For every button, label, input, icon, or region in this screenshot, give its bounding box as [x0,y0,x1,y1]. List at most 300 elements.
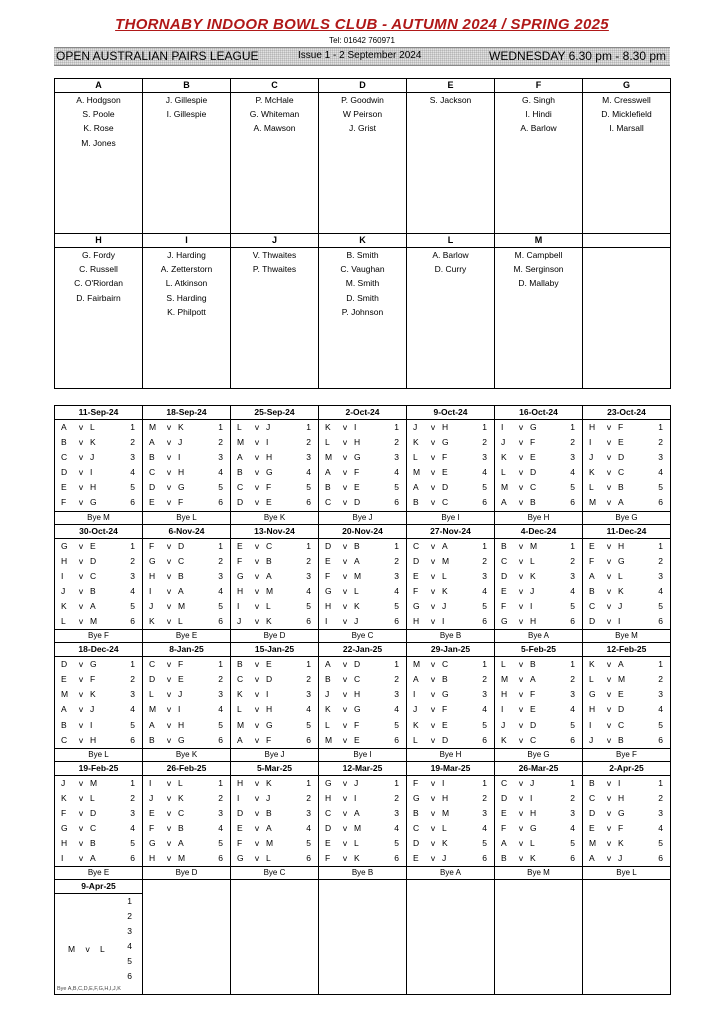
rink-number: 4 [130,467,135,478]
away-team: H [90,482,97,493]
home-team: K [589,659,595,670]
versus: v [342,555,348,566]
rink-number: 6 [570,616,575,627]
fixture-match [407,450,494,465]
versus: v [430,777,436,788]
away-team: I [618,616,621,627]
away-team: L [530,838,535,849]
bye-team: Bye L [143,511,230,524]
rink-number: 2 [570,674,575,685]
versus: v [78,600,84,611]
versus: v [518,734,524,745]
home-team: K [61,600,67,611]
home-team: A [325,659,331,670]
versus: v [606,570,612,581]
fixture-row [55,524,671,643]
fixture-match [143,806,230,821]
fixture-cell [231,406,319,525]
versus: v [518,838,524,849]
home-team: B [413,497,419,508]
rink-number: 4 [482,585,487,596]
rink-number: 4 [570,585,575,596]
fixture-match [143,851,230,866]
home-team: C [589,792,596,803]
fixture-match [583,495,670,510]
rink-number: 3 [394,807,399,818]
away-team: A [442,540,448,551]
versus: v [342,659,348,670]
versus: v [254,822,260,833]
fixture-match [407,776,494,791]
player-name: D. Smith [346,292,379,303]
bye-team: Bye C [319,629,406,642]
home-team: J [149,600,154,611]
player-name: P. Johnson [341,306,384,317]
versus: v [518,422,524,432]
rink-number: 2 [130,674,135,685]
rink-number: 6 [394,497,399,508]
fixture-match [319,687,406,702]
fixture-match [495,465,582,480]
fixture-match [495,776,582,791]
home-team: E [413,570,419,581]
home-team: F [589,555,595,566]
away-team: C [530,482,537,493]
rink-number: 6 [482,734,487,745]
versus: v [254,600,260,611]
home-team: A [61,422,67,432]
bye-team: Bye M [55,511,142,524]
fixture-match [55,450,142,465]
home-team: D [501,792,508,803]
rink-number: 2 [658,792,663,803]
fixture-cell [495,643,583,762]
fixture-date: 27-Nov-24 [407,525,494,539]
away-team: A [178,838,184,849]
fixture-match [231,450,318,465]
away-team: M [354,570,362,581]
rink-number: 2 [218,674,223,685]
home-team: H [589,422,596,432]
fixture-match [407,435,494,450]
home-team: M [589,497,597,508]
player-name: A. Barlow [520,123,557,134]
fixture-match [319,657,406,672]
versus: v [430,452,436,463]
away-team: I [442,777,445,788]
versus: v [606,467,612,478]
fixture-match [407,851,494,866]
rink-number: 5 [570,719,575,730]
fixture-match [495,821,582,836]
rink-number: 2 [306,674,311,685]
home-team: A [413,674,419,685]
versus: v [166,585,172,596]
away-team: C [90,570,97,581]
versus: v [166,734,172,745]
rink-number: 5 [306,838,311,849]
home-team: J [413,704,418,715]
fixture-match [55,806,142,821]
fixture-match [407,657,494,672]
rink-number: 4 [127,941,132,952]
away-team: E [90,540,96,551]
home-team: J [325,689,330,700]
fixture-date: 11-Dec-24 [583,525,670,539]
rink-number: 5 [306,600,311,611]
away-team: K [90,437,96,448]
rink-number: 2 [218,555,223,566]
rink-number: 2 [130,792,135,803]
rink-number: 1 [306,659,311,670]
fixture-match [495,806,582,821]
bye-team: Bye J [231,748,318,761]
player-name: J. Harding [167,250,206,260]
rink-number: 4 [658,822,663,833]
home-team: I [237,600,240,611]
home-team: C [237,482,244,493]
team-players [319,93,407,234]
versus: v [342,452,348,463]
fixture-cell [143,643,231,762]
fixture-match [143,702,230,717]
rink-number: 1 [218,540,223,551]
rink-number: 4 [130,704,135,715]
home-team: B [149,734,155,745]
bye-team: Bye C [231,866,318,879]
fixture-match [407,672,494,687]
home-team: C [501,777,508,788]
home-team: E [501,807,507,818]
home-team: B [61,437,67,448]
player-name: D. Micklefield [601,109,652,120]
fixture-match [495,480,582,495]
home-team: C [237,674,244,685]
fixture-cell [319,761,407,880]
fixture-match [55,569,142,584]
home-team: L [589,674,594,685]
versus: v [430,540,436,551]
away-team: M [530,540,538,551]
away-team: I [530,600,533,611]
home-team: L [413,452,418,463]
rink-number: 5 [130,838,135,849]
home-team: G [501,616,508,627]
fixture-cell [495,524,583,643]
fixture-date: 2-Apr-25 [583,762,670,776]
home-team: E [149,807,155,818]
fixture-cell [143,524,231,643]
rink-number: 2 [658,437,663,448]
rink-number: 5 [218,482,223,493]
home-team: B [589,585,595,596]
versus: v [166,467,172,478]
home-team: L [325,719,330,730]
versus: v [518,689,524,700]
fixture-date: 25-Sep-24 [231,406,318,420]
fixture-match [55,851,142,866]
away-team: J [178,437,183,448]
home-team: M [413,467,421,478]
versus: v [166,792,172,803]
versus: v [342,822,348,833]
home-team: K [325,704,331,715]
teams-table [54,78,671,389]
rink-number: 5 [130,600,135,611]
away-team: F [266,482,272,493]
versus: v [254,497,260,508]
bye-team: Bye F [583,748,670,761]
fixture-match [143,495,230,510]
versus: v [78,555,84,566]
rink-number: 5 [394,482,399,493]
away-team: I [178,452,181,463]
fixture-match [55,465,142,480]
versus: v [166,452,172,463]
fixture-match [143,687,230,702]
bye-team: Bye A,B,C,D,E,F,G,H,I,J,K [57,986,121,993]
rink-number: 1 [130,777,135,788]
home-team: K [61,792,67,803]
fixture-date: 16-Oct-24 [495,406,582,420]
away-team: G [530,822,537,833]
versus: v [606,555,612,566]
away-team: I [90,467,93,478]
home-team: F [325,853,331,864]
fixture-match [319,702,406,717]
away-team: B [266,555,272,566]
away-team: H [618,540,625,551]
away-team: M [266,838,274,849]
home-team: D [149,674,156,685]
home-team: B [237,659,243,670]
versus: v [254,838,260,849]
versus: v [254,616,260,627]
player-name: G. Whiteman [249,109,300,120]
home-team: F [325,570,331,581]
away-team: F [530,437,536,448]
fixture-match [583,672,670,687]
fixture-match [319,733,406,748]
fixture-date: 30-Oct-24 [55,525,142,539]
versus: v [254,422,260,432]
home-team: H [61,555,68,566]
rink-number: 3 [658,570,663,581]
home-team: H [413,616,420,627]
home-team: M [501,482,509,493]
versus: v [166,838,172,849]
versus: v [166,674,172,685]
versus: v [254,792,260,803]
home-team: H [237,777,244,788]
versus: v [254,482,260,493]
versus: v [606,659,612,670]
versus: v [78,497,84,508]
rink-number: 4 [130,585,135,596]
versus: v [78,822,84,833]
versus: v [78,719,84,730]
versus: v [78,807,84,818]
away-team: B [178,822,184,833]
fixture-match [495,836,582,851]
fixture-date: 29-Jan-25 [407,643,494,657]
rink-number: 6 [130,853,135,864]
away-team: L [530,555,535,566]
home-team: D [413,838,420,849]
home-team: A [413,482,419,493]
versus: v [518,719,524,730]
fixture-match [583,733,670,748]
rink-number: 2 [306,437,311,448]
bye-team: Bye A [495,629,582,642]
fixture-date: 23-Oct-24 [583,406,670,420]
away-team: I [266,689,269,700]
fixture-match [319,480,406,495]
fixture-match [319,599,406,614]
away-team: A [90,853,96,864]
away-team: E [178,674,184,685]
away-team: H [354,437,361,448]
away-team: B [354,540,360,551]
home-team: C [149,467,156,478]
versus: v [254,467,260,478]
fixture-match [495,569,582,584]
home-team: D [501,570,508,581]
versus: v [430,689,436,700]
home-team: I [149,777,152,788]
rink-number: 2 [306,555,311,566]
rink-number: 6 [570,497,575,508]
versus: v [430,659,436,670]
versus: v [430,437,436,448]
rink-number: 6 [394,853,399,864]
away-team: C [178,807,185,818]
versus: v [430,585,436,596]
fixture-row [55,643,671,762]
rink-number: 3 [658,452,663,463]
versus: v [606,600,612,611]
fixture-cell [583,643,671,762]
home-team: M [501,674,509,685]
versus: v [254,437,260,448]
away-team: B [90,838,96,849]
away-team: C [90,822,97,833]
rink-number: 3 [306,807,311,818]
fixture-match [55,776,142,791]
versus: v [518,540,524,551]
rink-number: 2 [482,674,487,685]
fixture-match [583,539,670,554]
home-team: G [413,600,420,611]
empty-cell [319,880,407,995]
home-team: G [237,570,244,581]
bye-team: Bye I [407,511,494,524]
fixture-match [55,733,142,748]
home-team: A [149,437,155,448]
versus: v [606,689,612,700]
rink-number: 3 [570,689,575,700]
player-name: B. Smith [346,250,379,260]
versus: v [518,570,524,581]
versus: v [606,838,612,849]
home-team: G [237,853,244,864]
player-name: S. Harding [166,292,207,303]
away-team: D [354,497,361,508]
versus: v [166,853,172,864]
away-team: F [530,689,536,700]
away-team: E [442,467,448,478]
away-team: K [442,585,448,596]
away-team: F [178,659,184,670]
fixture-match [407,465,494,480]
home-team: C [589,600,596,611]
fixture-match [319,821,406,836]
rink-number: 3 [394,689,399,700]
fixture-cell [495,761,583,880]
versus: v [166,555,172,566]
fixture-date: 5-Feb-25 [495,643,582,657]
fixture-match [319,435,406,450]
away-team: G [442,437,449,448]
home-team: A [325,467,331,478]
fixture-match [583,776,670,791]
away-team: F [442,452,448,463]
rink-number: 3 [218,807,223,818]
versus: v [166,497,172,508]
versus: v [254,570,260,581]
player-name: K. Rose [83,123,114,134]
rink-number: 5 [482,482,487,493]
away-team: K [618,585,624,596]
empty-cell [143,880,231,995]
versus: v [166,689,172,700]
fixture-match [583,821,670,836]
rink-number: 1 [306,540,311,551]
rink-number: 6 [130,734,135,745]
bye-team: Bye M [583,629,670,642]
versus: v [166,777,172,788]
empty-cell [231,880,319,995]
versus: v [78,616,84,627]
home-team: I [325,616,328,627]
home-team: D [325,822,332,833]
fixture-match [231,614,318,629]
fixture-match [407,584,494,599]
fixture-cell [55,406,143,525]
versus: v [166,422,172,432]
rink-number: 4 [658,704,663,715]
versus: v [518,585,524,596]
fixture-cell [55,524,143,643]
home-team: D [61,659,68,670]
away-team: B [442,674,448,685]
away-team: F [266,734,272,745]
bye-team: Bye E [143,629,230,642]
fixture-row-final [55,880,671,995]
rink-number: 1 [130,422,135,432]
versus: v [342,704,348,715]
fixture-date: 26-Mar-25 [495,762,582,776]
home-team: H [61,838,68,849]
home-team: A [237,452,243,463]
fixture-cell [583,524,671,643]
fixture-match [231,657,318,672]
versus: v [518,674,524,685]
rink-number: 5 [658,600,663,611]
fixture-match [55,821,142,836]
bye-team: Bye D [143,866,230,879]
versus: v [518,792,524,803]
